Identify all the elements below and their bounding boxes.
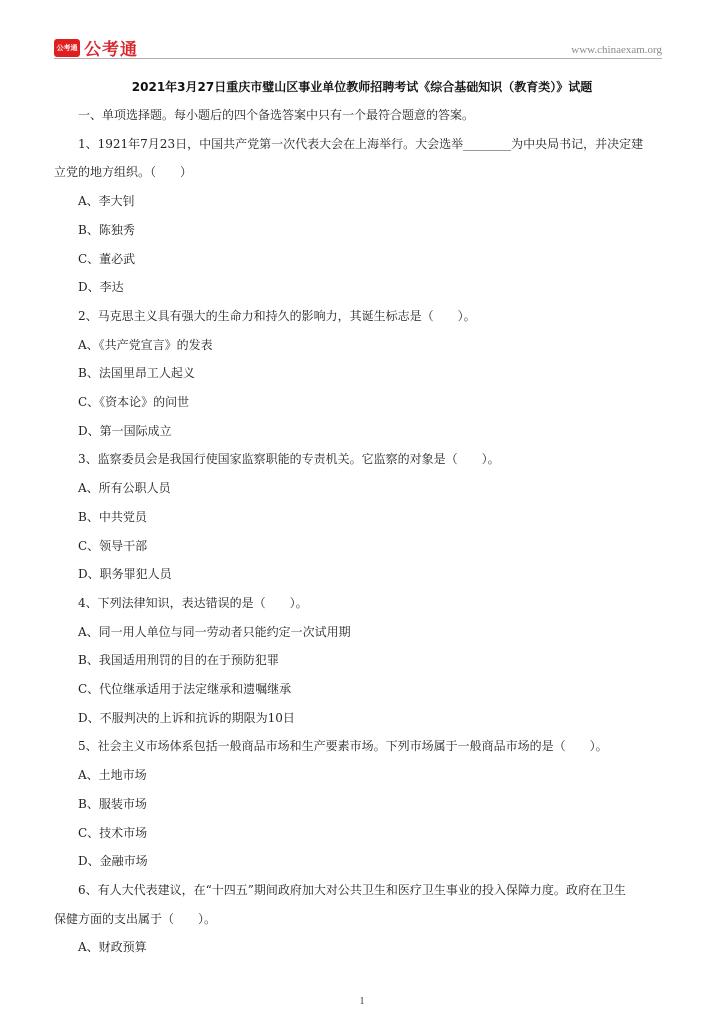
document-title: 2021年3月27日重庆市璧山区事业单位教师招聘考试《综合基础知识（教育类）》试题 [131, 80, 593, 94]
question-stem: 5、社会主义市场体系包括一般商品市场和生产要素市场。下列市场属于一般商品市场的是（ ）。 [78, 739, 608, 754]
site-url: www.chinaexam.org [571, 44, 662, 56]
section-heading: 一、单项选择题。每小题后的四个备选答案中只有一个最符合题意的答案。 [78, 108, 475, 122]
header-divider [54, 58, 662, 59]
answer-option: A、财政预算 [78, 940, 147, 955]
answer-option: B、法国里昂工人起义 [78, 366, 195, 381]
answer-option: A、同一用人单位与同一劳动者只能约定一次试用期 [78, 624, 351, 639]
logo-text: 公考通 [84, 40, 138, 60]
answer-option: B、中共党员 [78, 509, 147, 524]
question-stem-continued: 立党的地方组织。（ ） [54, 165, 193, 180]
question-stem: 3、监察委员会是我国行使国家监察职能的专责机关。它监察的对象是（ ）。 [78, 452, 500, 467]
answer-option: C、领导干部 [78, 538, 148, 553]
question-stem-continued: 保健方面的支出属于（ ）。 [54, 911, 217, 926]
document-body [54, 70, 670, 962]
question-stem: 6、有人大代表建议，在“十四五”期间政府加大对公共卫生和医疗卫生事业的投入保障力度。政府在卫生 [78, 882, 626, 897]
question-stem: 1、1921年7月23日，中国共产党第一次代表大会在上海举行。大会选举________为中央局书记，并决定建 [78, 136, 644, 151]
logo [54, 35, 138, 60]
answer-option: C、代位继承适用于法定继承和遗嘱继承 [78, 682, 292, 697]
answer-option: D、不服判决的上诉和抗诉的期限为10日 [78, 710, 295, 725]
question-stem: 4、下列法律知识，表达错误的是（ ）。 [78, 595, 308, 610]
answer-option: A、李大钊 [78, 194, 135, 209]
page-header [0, 0, 724, 62]
answer-option: A、所有公职人员 [78, 481, 171, 496]
answer-option: A、土地市场 [78, 768, 147, 783]
answer-option: D、李达 [78, 280, 124, 295]
answer-option: D、职务罪犯人员 [78, 567, 172, 582]
question-stem: 2、马克思主义具有强大的生命力和持久的影响力，其诞生标志是（ ）。 [78, 308, 476, 323]
page-number: 1 [359, 996, 365, 1007]
answer-option: B、陈独秀 [78, 222, 135, 237]
answer-option: B、服装市场 [78, 796, 147, 811]
answer-option: C、董必武 [78, 251, 136, 266]
answer-option: C、技术市场 [78, 825, 148, 840]
answer-option: B、我国适用刑罚的目的在于预防犯罪 [78, 653, 279, 668]
logo-badge: 公考通 [54, 39, 80, 57]
answer-option: C、《资本论》的问世 [78, 395, 190, 410]
answer-option: D、金融市场 [78, 854, 148, 869]
answer-option: A、《共产党宣言》的发表 [78, 337, 213, 352]
answer-option: D、第一国际成立 [78, 423, 172, 438]
